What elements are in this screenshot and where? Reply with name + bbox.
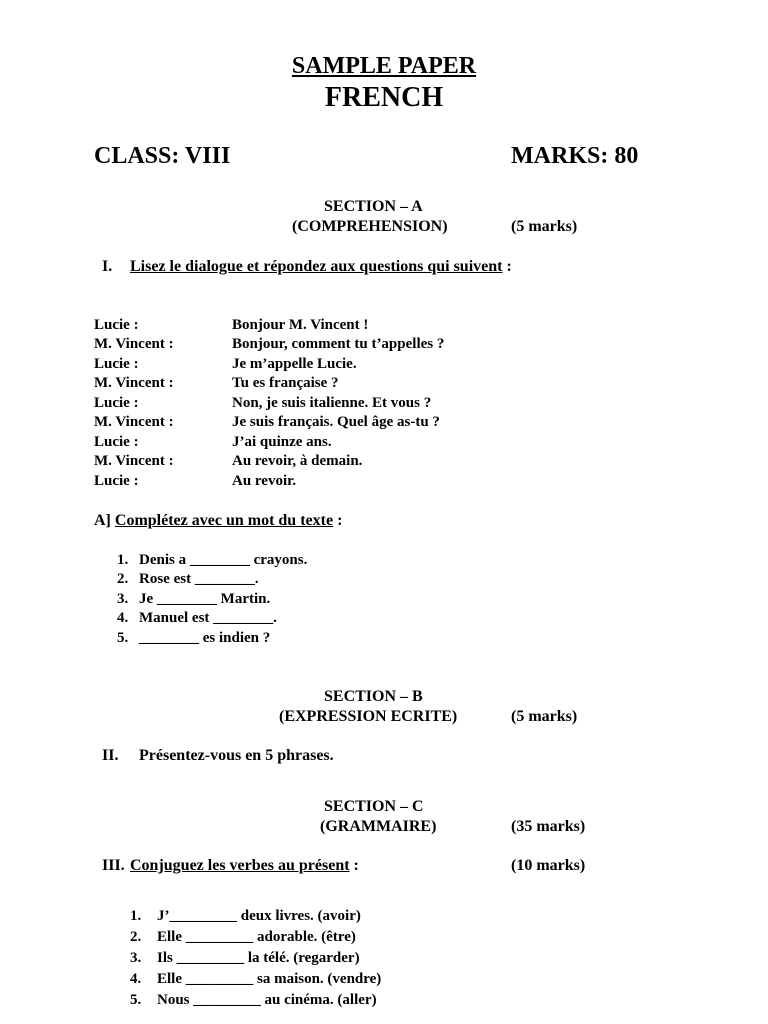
list-item-number: 1. [117, 552, 129, 568]
dialogue-speaker: M. Vincent : [94, 453, 174, 469]
dialogue-line: Je suis français. Quel âge as-tu ? [232, 414, 440, 430]
question-2-text: Présentez-vous en 5 phrases. [139, 747, 334, 764]
section-b-heading: SECTION – B [324, 688, 423, 705]
dialogue-line: Bonjour M. Vincent ! [232, 317, 369, 333]
dialogue-speaker: Lucie : [94, 473, 139, 489]
list-item-number: 3. [130, 950, 142, 966]
part-a-prefix: A] [94, 512, 115, 529]
question-1-text: Lisez le dialogue et répondez aux questions qui suivent [130, 258, 503, 275]
question-1-number: I. [102, 258, 113, 275]
list-item-number: 5. [130, 992, 142, 1008]
list-item: Je ________ Martin. [139, 591, 271, 607]
dialogue-line: J’ai quinze ans. [232, 434, 332, 450]
list-item: Rose est ________. [139, 571, 259, 587]
question-3-tail: : [349, 857, 359, 874]
section-b-marks: (5 marks) [511, 708, 578, 725]
section-a-subheading: (COMPREHENSION) [292, 218, 448, 235]
question-3 [130, 856, 359, 876]
list-item: Nous _________ au cinéma. (aller) [157, 992, 377, 1008]
question-3-number: III. [102, 857, 125, 874]
part-a-text: Complétez avec un mot du texte [114, 512, 334, 529]
question-1-tail: : [502, 258, 512, 275]
question-3-text: Conjuguez les verbes au présent [130, 857, 350, 874]
dialogue-speaker: Lucie : [94, 317, 139, 333]
dialogue-speaker: M. Vincent : [94, 414, 174, 430]
question-3-marks: (10 marks) [511, 857, 586, 874]
list-item: Elle _________ adorable. (être) [157, 929, 356, 945]
section-a-heading: SECTION – A [324, 198, 423, 215]
question-1 [130, 257, 512, 277]
list-item: Denis a ________ crayons. [139, 552, 308, 568]
dialogue-line: Au revoir, à demain. [232, 453, 363, 469]
list-item: ________ es indien ? [139, 630, 271, 646]
list-item-number: 1. [130, 908, 142, 924]
section-c-subheading: (GRAMMAIRE) [320, 818, 437, 835]
dialogue-speaker: M. Vincent : [94, 375, 174, 391]
list-item: Manuel est ________. [139, 610, 277, 626]
dialogue-speaker: Lucie : [94, 356, 139, 372]
dialogue-line: Je m’appelle Lucie. [232, 356, 357, 372]
dialogue-line: Non, je suis italienne. Et vous ? [232, 395, 432, 411]
list-item-number: 2. [130, 929, 142, 945]
dialogue-line: Tu es française ? [232, 375, 339, 391]
dialogue-speaker: M. Vincent : [94, 336, 174, 352]
class-label: CLASS: VIII [94, 143, 231, 169]
list-item-number: 5. [117, 630, 129, 646]
list-item-number: 4. [117, 610, 129, 626]
marks-label: MARKS: 80 [511, 143, 639, 169]
section-b-subheading: (EXPRESSION ECRITE) [279, 708, 458, 725]
section-c-heading: SECTION – C [324, 798, 424, 815]
list-item: J’_________ deux livres. (avoir) [157, 908, 361, 924]
list-item: Elle _________ sa maison. (vendre) [157, 971, 382, 987]
section-c-marks: (35 marks) [511, 818, 586, 835]
dialogue-speaker: Lucie : [94, 434, 139, 450]
list-item: Ils _________ la télé. (regarder) [157, 950, 360, 966]
list-item-number: 2. [117, 571, 129, 587]
part-a-tail: : [333, 512, 343, 529]
question-2-number: II. [102, 747, 119, 764]
dialogue-line: Bonjour, comment tu t’appelles ? [232, 336, 445, 352]
list-item-number: 4. [130, 971, 142, 987]
paper-title: SAMPLE PAPER [291, 53, 477, 79]
dialogue-line: Au revoir. [232, 473, 297, 489]
list-item-number: 3. [117, 591, 129, 607]
part-a-instruction [94, 511, 342, 531]
subject-title: FRENCH [324, 82, 444, 113]
dialogue-speaker: Lucie : [94, 395, 139, 411]
section-a-marks: (5 marks) [511, 218, 578, 235]
